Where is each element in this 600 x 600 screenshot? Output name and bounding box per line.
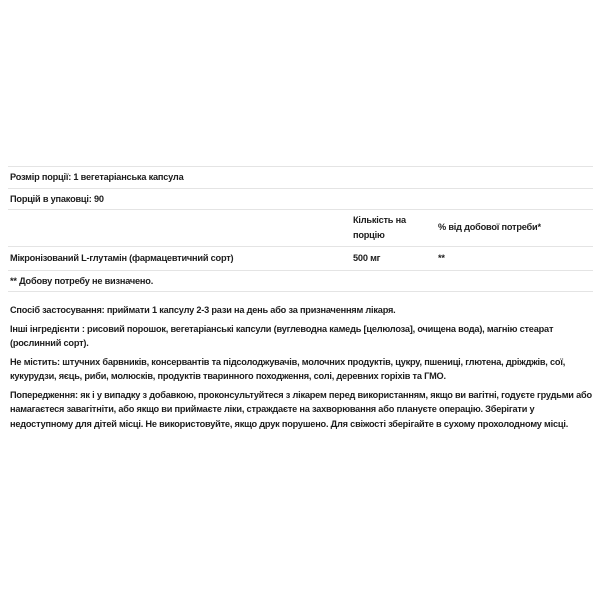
serving-size-row [8,166,593,188]
ingredient-amount: 500 мг [353,253,381,263]
daily-value-footnote-text: ** Добову потребу не визначено. [10,275,154,286]
servings-per-container-text: Порцій в упаковці: 90 [10,193,104,204]
daily-value-header: % від добової потреби* [438,222,541,233]
ingredient-name: Мікронізований L-глутамін (фармацевтичний сорт) [10,253,234,263]
ingredient-daily-value: ** [438,253,445,263]
footnote-row [8,270,593,293]
servings-per-container-row [8,188,593,210]
serving-size-text: Розмір порції: 1 вегетаріанська капсула [10,172,184,182]
other-ingredients-text: Інші інгредієнти : рисовий порошок, вегетаріанські капсули (вуглеводна камедь [целюлоза], очищена вода), магнію стеарат (рослинний сорт). [10,323,554,348]
supplement-facts-table [8,166,593,292]
label-paragraphs [8,303,593,431]
supplement-facts-panel [8,166,593,431]
directions-text: Спосіб застосування: приймати 1 капсулу 2-3 рази на день або за призначенням лікаря. [10,305,396,315]
does-not-contain-text: Не містить: штучних барвників, консервантів та підсолоджувачів, молочних продуктів, цукру, пшениці, глютена, дріжджів, сої, кукурудзи, яєць, риби, молюсків, продуктів тваринного походження, солі, деревних горіхів та ГМО. [10,356,566,381]
amount-per-serving-header: Кількість на порцію [353,215,406,240]
ingredient-row [8,246,593,270]
warnings-text: Попередження: як і у випадку з добавкою, проконсультуйтеся з лікарем перед використанням, якщо ви вагітні, годуєте грудьми або намагаєтеся завагітніти, або якщо ви приймаєте ліки, страждаєте на захворювання або плануєте операцію. Зберігати у недоступному для дітей місці. Не використовуйте, якщо друк порушено. Для свіжості зберігайте в сухому прохолодному місці. [10,389,592,429]
facts-header-row [8,209,593,246]
